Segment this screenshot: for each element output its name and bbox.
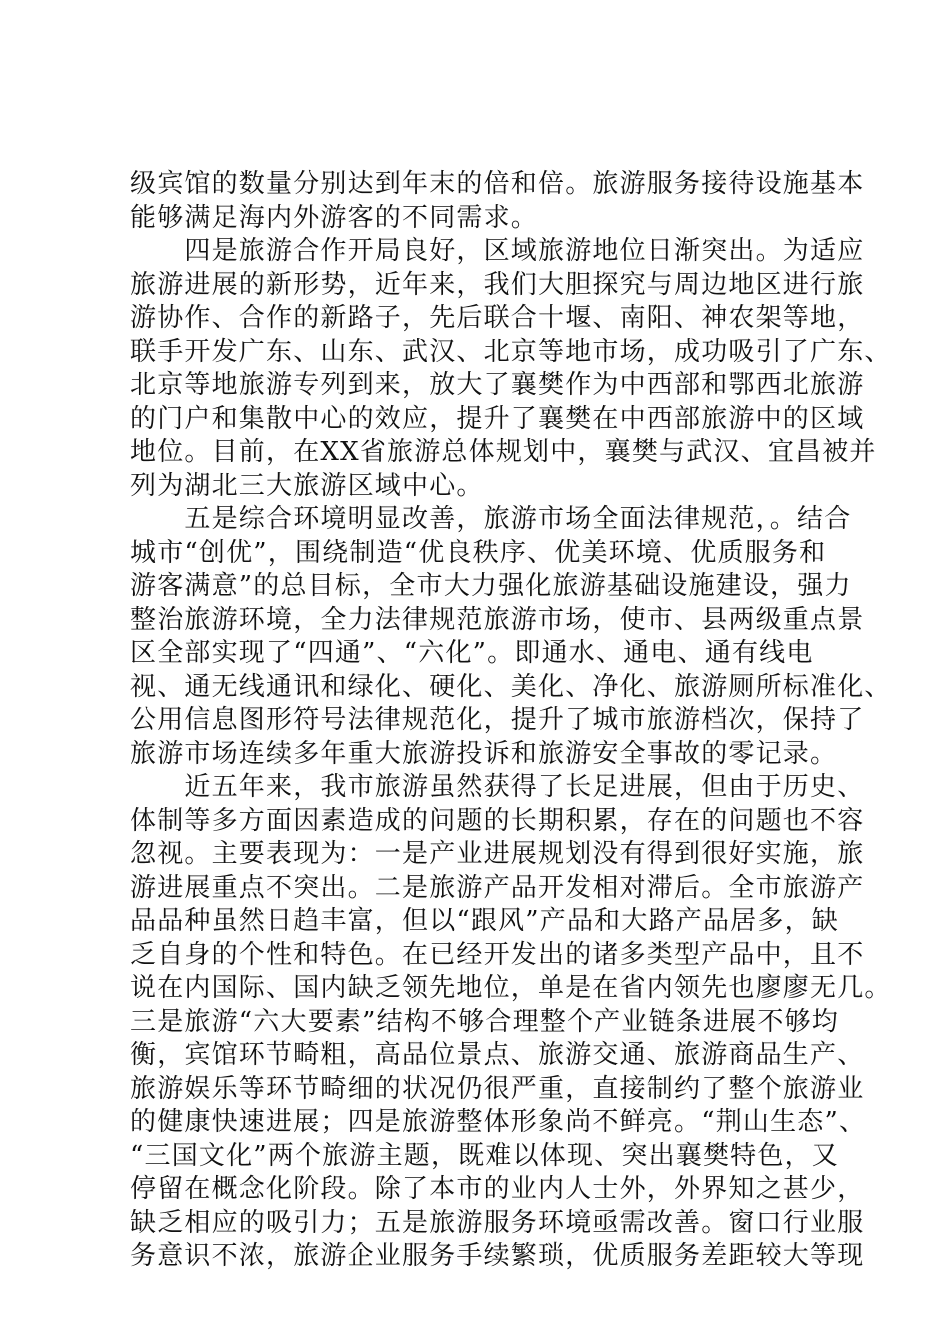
text-line: 区全部实现了“四通”、“六化”。即通水、通电、通有线电 xyxy=(130,638,814,668)
paragraph-start-line: 近五年来，我市旅游虽然获得了长足进展，但由于历史、 xyxy=(130,772,865,802)
text-line: 停留在概念化阶段。除了本市的业内人士外，外界知之甚少， xyxy=(130,1174,865,1204)
text-line: 游客满意”的总目标，全市大力强化旅游基础设施建设，强力 xyxy=(130,571,852,601)
text-line: 公用信息图形符号法律规范化，提升了城市旅游档次，保持了 xyxy=(130,705,865,735)
text-line: 乏自身的个性和特色。在已经开发出的诸多类型产品中，且不 xyxy=(130,939,865,970)
text-line: 三是旅游“六大要素”结构不够合理整个产业链条进展不够均 xyxy=(130,1006,839,1037)
text-line: 联手开发广东、山东、武汉、北京等地市场，成功吸引了广东、 xyxy=(130,336,892,367)
text-line: 衡，宾馆环节畸粗，高品位景点、旅游交通、旅游商品生产、 xyxy=(130,1040,865,1070)
text-line: 忽视。主要表现为：一是产业进展规划没有得到很好实施，旅 xyxy=(130,839,865,869)
text-line: 体制等多方面因素造成的问题的长期积累，存在的问题也不容 xyxy=(130,805,865,836)
text-line: 北京等地旅游专列到来，放大了襄樊作为中西部和鄂西北旅游 xyxy=(130,370,865,400)
text-line: 级宾馆的数量分别达到年末的倍和倍。旅游服务接待设施基本 xyxy=(130,169,865,199)
text-line: 务意识不浓，旅游企业服务手续繁琐，优质服务差距较大等现 xyxy=(130,1241,865,1271)
text-line: 旅游娱乐等环节畸细的状况仍很严重，直接制约了整个旅游业 xyxy=(130,1073,865,1104)
paragraph-start-line: 五是综合环境明显改善，旅游市场全面法律规范，。结合 xyxy=(130,504,852,534)
text-line: 的门户和集散中心的效应，提升了襄樊在中西部旅游中的区域 xyxy=(130,403,865,434)
text-line: 游协作、合作的新路子，先后联合十堰、南阳、神农架等地， xyxy=(130,303,865,333)
text-line: 旅游进展的新形势，近年来，我们大胆探究与周边地区进行旅 xyxy=(130,269,865,300)
text-line: 缺乏相应的吸引力；五是旅游服务环境亟需改善。窗口行业服 xyxy=(130,1207,865,1238)
text-line: 地位。目前，在XX省旅游总体规划中，襄樊与武汉、宜昌被并 xyxy=(130,437,877,467)
text-line: 品品种虽然日趋丰富，但以“跟风”产品和大路产品居多，缺 xyxy=(130,906,839,936)
text-line: 视、通无线通讯和绿化、硬化、美化、净化、旅游厕所标准化、 xyxy=(130,671,892,702)
text-line: 旅游市场连续多年重大旅游投诉和旅游安全事故的零记录。 xyxy=(130,738,838,769)
text-line: 游进展重点不突出。二是旅游产品开发相对滞后。全市旅游产 xyxy=(130,872,865,903)
paragraph-start-line: 四是旅游合作开局良好，区域旅游地位日渐突出。为适应 xyxy=(130,236,865,266)
body-text xyxy=(130,168,892,1274)
text-line: “三国文化”两个旅游主题，既难以体现、突出襄樊特色，又 xyxy=(130,1140,839,1171)
text-line: 说在内国际、国内缺乏领先地位，单是在省内领先也廖廖无几。 xyxy=(130,973,892,1003)
text-line: 城市“创优”，围绕制造“优良秩序、优美环境、优质服务和 xyxy=(130,537,827,568)
text-line: 能够满足海内外游客的不同需求。 xyxy=(130,202,539,233)
text-line: 的健康快速进展；四是旅游整体形象尚不鲜亮。“荆山生态”、 xyxy=(130,1107,867,1137)
text-line: 列为湖北三大旅游区域中心。 xyxy=(130,470,484,501)
text-line: 整治旅游环境，全力法律规范旅游市场，使市、县两级重点景 xyxy=(130,604,865,635)
